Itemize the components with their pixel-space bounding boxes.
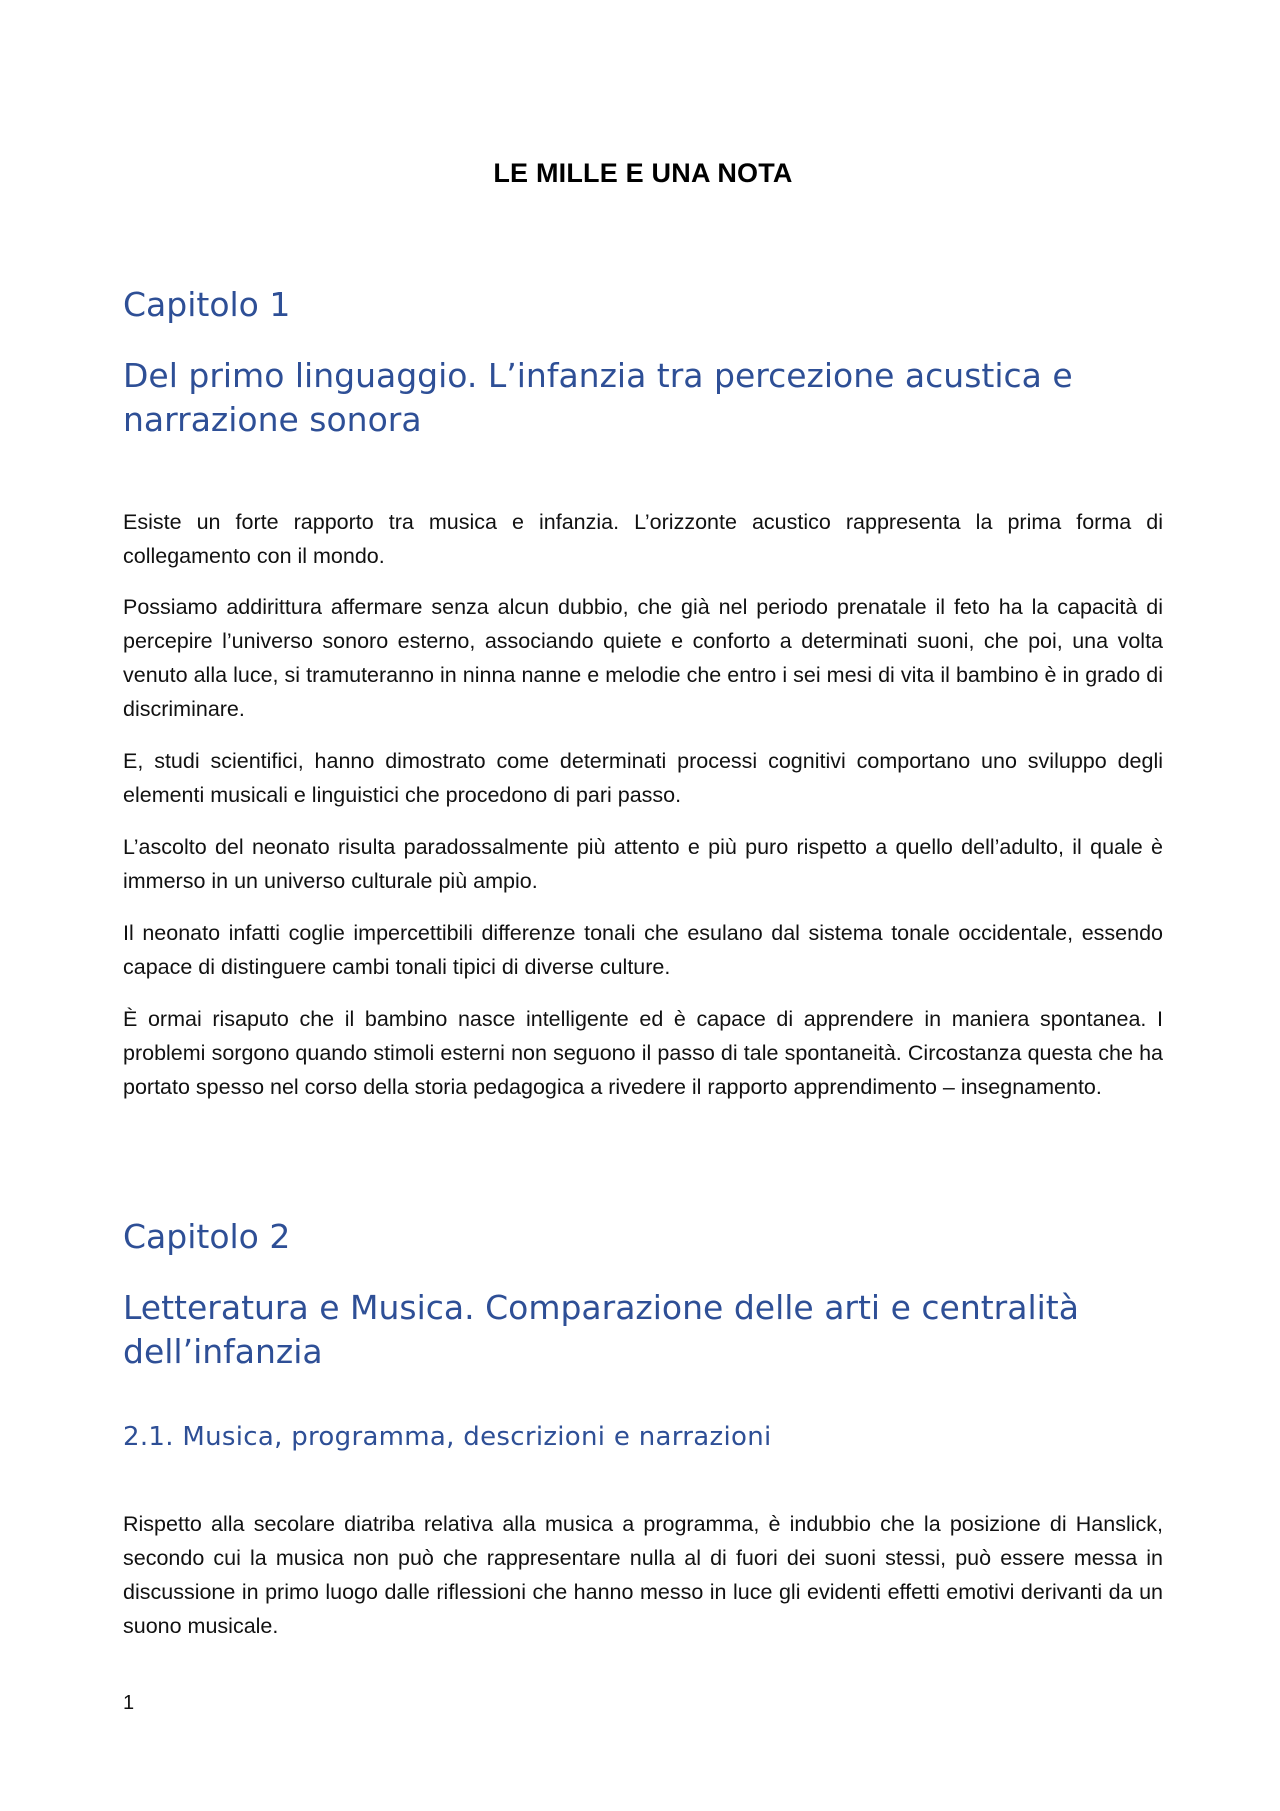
- chapter-1-label: Capitolo 1: [123, 285, 291, 324]
- chapter-1-paragraph: Il neonato infatti coglie impercettibili differenze tonali che esulano dal sistema tonale occidentale, essendo capace di distinguere cambi tonali tipici di diverse culture.: [123, 921, 1163, 979]
- section-2-1-title: 2.1. Musica, programma, descrizioni e narrazioni: [123, 1422, 772, 1452]
- chapter-1-title: Del primo linguaggio. L’infanzia tra percezione acustica e narrazione sonora: [123, 356, 1073, 439]
- chapter-1-paragraph: E, studi scientifici, hanno dimostrato come determinati processi cognitivi comportano uno sviluppo degli elementi musicali e linguistici che procedono di pari passo.: [123, 749, 1163, 807]
- document-title: LE MILLE E UNA NOTA: [493, 158, 793, 188]
- chapter-2-title: Letteratura e Musica. Comparazione delle arti e centralità dell’infanzia: [123, 1288, 1079, 1371]
- chapter-1-paragraph: Esiste un forte rapporto tra musica e infanzia. L’orizzonte acustico rappresenta la prima forma di collegamento con il mondo.: [123, 510, 1163, 568]
- chapter-1-paragraph: È ormai risaputo che il bambino nasce intelligente ed è capace di apprendere in maniera spontanea. I problemi sorgono quando stimoli esterni non seguono il passo di tale spontaneità. Circostanza questa che ha portato spesso nel corso della storia pedagogica a rivedere il rapporto apprendimento – insegnamento.: [123, 1007, 1163, 1099]
- chapter-2-label: Capitolo 2: [123, 1217, 291, 1256]
- page-number: 1: [123, 1692, 135, 1714]
- chapter-1-paragraph: L’ascolto del neonato risulta paradossalmente più attento e più puro rispetto a quello dell’adulto, il quale è immerso in un universo culturale più ampio.: [123, 835, 1163, 893]
- section-2-1-paragraph: Rispetto alla secolare diatriba relativa alla musica a programma, è indubbio che la posizione di Hanslick, secondo cui la musica non può che rappresentare nulla al di fuori dei suoni stessi, può essere messa in discussione in primo luogo dalle riflessioni che hanno messo in luce gli evidenti effetti emotivi derivanti da un suono musicale.: [123, 1512, 1163, 1638]
- chapter-1-paragraph: Possiamo addirittura affermare senza alcun dubbio, che già nel periodo prenatale il feto ha la capacità di percepire l’universo sonoro esterno, associando quiete e conforto a determinati suoni, che poi, una volta venuto alla luce, si tramuteranno in ninna nanne e melodie che entro i sei mesi di vita il bambino è in grado di discriminare.: [123, 595, 1163, 721]
